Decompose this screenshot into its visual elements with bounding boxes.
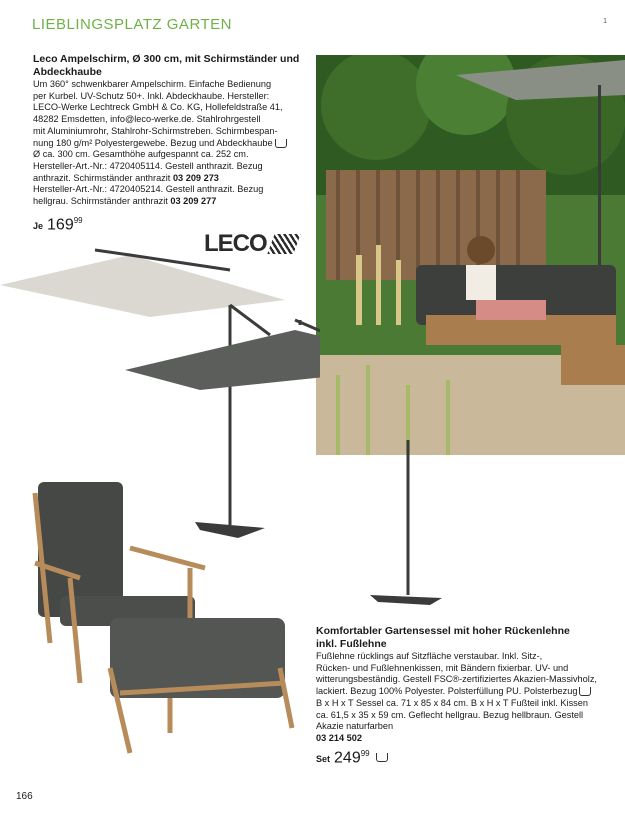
price-prefix: Set xyxy=(316,754,331,765)
umbrella-line: Hersteller-Art.-Nr.: 4720405214. Gestell anthrazit. Bezug xyxy=(33,184,264,195)
article-number: 03 209 277 xyxy=(170,196,217,207)
umbrella-base-image xyxy=(370,440,450,610)
umbrella-line: Hersteller-Art.-Nr.: 4720405114. Gestell anthrazit. Bezug xyxy=(33,160,263,171)
price-main: $169^{99}$ xyxy=(47,216,83,234)
umbrella-line: Um 360° schwenkbarer Ampelschirm. Einfache Bedienung xyxy=(33,79,272,89)
chair-line: B x H x T Sessel ca. 71 x 85 x 84 cm. B x H x T Fußteil inkl. Kissen xyxy=(316,697,588,708)
umbrella-line: anthrazit. Schirmständer anthrazit 03 209 273 xyxy=(33,172,219,183)
umbrella-title: Leco Ampelschirm, Ø 300 cm, mit Schirmständer und Abdeckhaube xyxy=(33,53,300,78)
umbrella-line: Ø ca. 300 cm. Gesamthöhe aufgespannt ca. 252 cm. xyxy=(33,149,249,160)
chair-line: witterungsbeständig. Gestell FSC®-zertifiziertes Akazien-Massivholz, xyxy=(316,674,597,685)
corner-mark: 1 xyxy=(603,18,607,25)
article-number: 03 209 273 xyxy=(172,172,219,183)
umbrella-line: hellgrau. Schirmständer anthrazit 03 209 277 xyxy=(33,196,217,207)
umbrella-description xyxy=(33,53,303,208)
price-prefix: Je xyxy=(33,221,44,232)
chair-title: Komfortabler Gartensessel mit hoher Rückenlehne xyxy=(316,625,570,637)
article-number: 03 214 502 xyxy=(316,732,362,743)
chair-description xyxy=(316,625,616,745)
logo-text: LECO xyxy=(204,230,267,257)
garden-scene-image xyxy=(316,55,625,455)
wash-care-icon xyxy=(579,687,591,696)
umbrella-line: per Kurbel. UV-Schutz 50+. Inkl. Abdeckhaube. Hersteller: xyxy=(33,90,270,101)
umbrella-price xyxy=(33,216,83,234)
umbrella-line: 48282 Emsdetten, info@leco-werke.de. Stahlrohrgestell xyxy=(33,114,261,125)
chair-line: Akazie naturfarben xyxy=(316,721,394,732)
section-header: LIEBLINGSPLATZ GARTEN xyxy=(32,16,232,33)
wash-care-icon xyxy=(376,753,388,762)
price-main: $249^{99}$ xyxy=(334,749,370,767)
chair-price xyxy=(316,749,388,767)
lifestyle-photo xyxy=(316,55,625,455)
umbrella-line: nung 180 g/m² Polyestergewebe. Bezug und Abdeckhaube xyxy=(33,138,303,150)
chair-line: Rücken- und Fußlehnenkissen, mit Bändern fixierbar. UV- und xyxy=(316,662,569,673)
chair-title: inkl. Fußlehne xyxy=(316,638,387,650)
chair-line: lackiert. Bezug 100% Polyester. Polsterfüllung PU. Polsterbezug xyxy=(316,686,616,698)
chair-line: ca. 61,5 x 35 x 59 cm. Geflecht hellgrau. Bezug hellbraun. Gestell xyxy=(316,709,584,720)
chair-product-image xyxy=(30,478,300,758)
page-number: 166 xyxy=(16,791,33,802)
chair-line: Fußlehne rücklings auf Sitzfläche verstaubar. Inkl. Sitz-, xyxy=(316,651,543,661)
umbrella-line: mit Aluminiumrohr, Stahlrohr-Schirmstreben. Schirmbespan- xyxy=(33,125,278,136)
wash-care-icon xyxy=(275,139,287,148)
umbrella-line: LECO-Werke Lechtreck GmbH & Co. KG, Hollefeldstraße 41, xyxy=(33,102,283,113)
